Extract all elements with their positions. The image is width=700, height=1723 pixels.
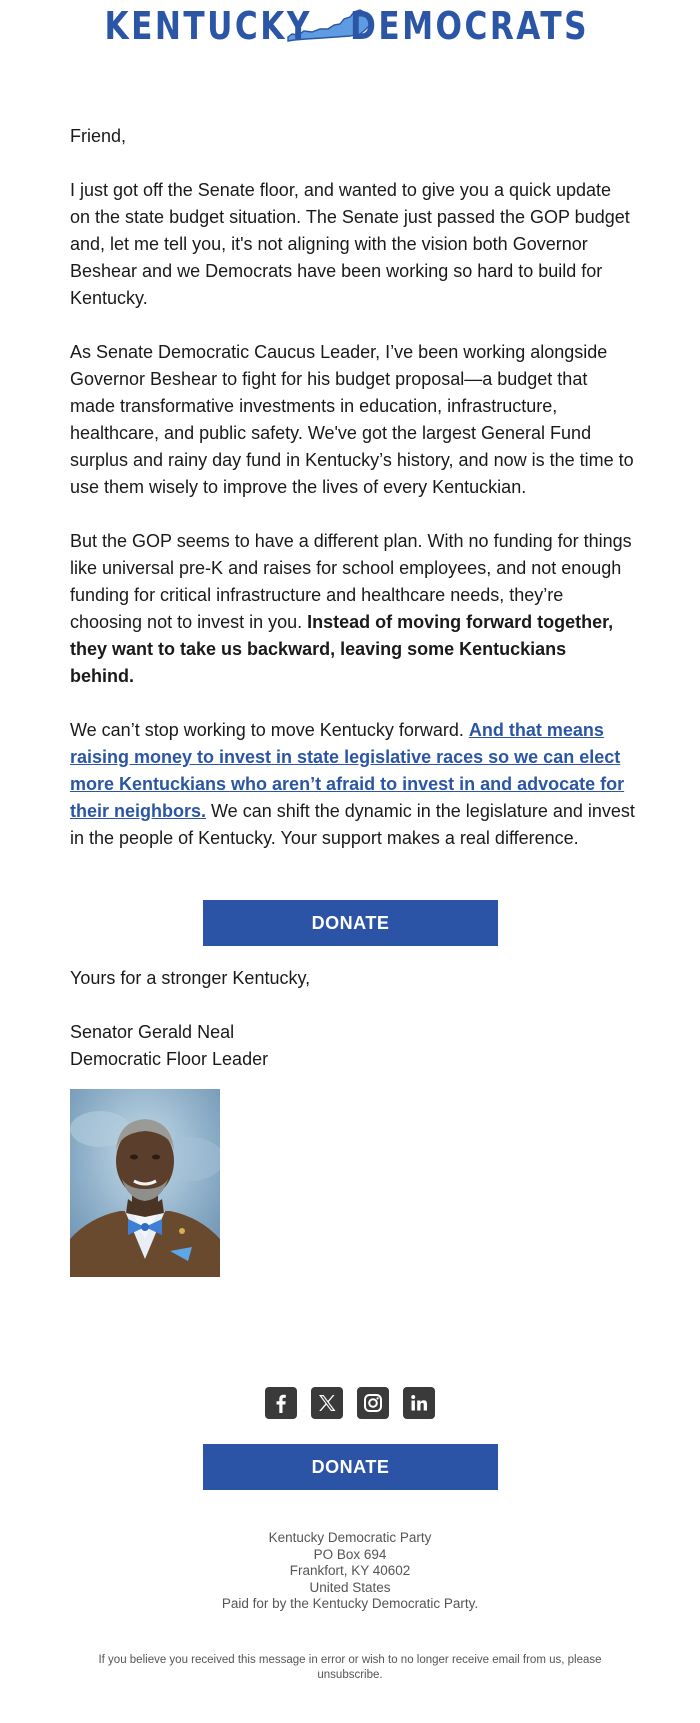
- logo-text-kentucky: KENTUCKY: [104, 4, 312, 48]
- senator-portrait: [70, 1089, 220, 1277]
- donate-button-footer[interactable]: DONATE: [203, 1444, 498, 1490]
- unsubscribe-link[interactable]: unsubscribe.: [317, 1668, 383, 1681]
- unsubscribe-notice: [80, 1653, 620, 1682]
- paragraph-1: I just got off the Senate floor, and wanted to give you a quick update on the state budget situation. The Senate just passed the GOP budget and, let me tell you, it's not aligning with the vision both Governor Beshear and we Democrats have been working so hard to build for Kentucky.: [70, 180, 630, 308]
- donate-inline-link[interactable]: And that means raising money to invest in state legislative races so we can elect more Kentuckians who aren’t afraid to invest in and advocate for their neighbors.: [70, 720, 625, 821]
- unsubscribe-text: If you believe you received this message in error or wish to no longer receive email from us, please: [98, 1654, 602, 1666]
- footer-org: Kentucky Democratic Party: [268, 1530, 432, 1545]
- paragraph-4-end: We can shift the dynamic in the legislature and invest in the people of Kentucky. Your support makes a real difference.: [70, 801, 635, 848]
- footer-address: [0, 1530, 700, 1613]
- signer-name: Senator Gerald Neal: [70, 1022, 235, 1042]
- portrait-image: [70, 1089, 220, 1277]
- signoff: Yours for a stronger Kentucky,: [70, 968, 311, 988]
- closing-block: [70, 965, 310, 1073]
- header-logo: [0, 0, 700, 52]
- email-body: [70, 123, 635, 879]
- linkedin-icon: [408, 1392, 430, 1414]
- logo-text-democrats: DEMOCRATS: [349, 4, 589, 48]
- x-icon: [316, 1392, 338, 1414]
- linkedin-button[interactable]: [403, 1387, 435, 1419]
- facebook-icon: [271, 1393, 291, 1413]
- instagram-icon: [362, 1392, 384, 1414]
- paragraph-4: [70, 717, 635, 852]
- footer-city: Frankfort, KY 40602: [289, 1563, 411, 1578]
- greeting: Friend,: [70, 126, 127, 146]
- x-button[interactable]: [311, 1387, 343, 1419]
- signer-title: Democratic Floor Leader: [70, 1049, 269, 1069]
- facebook-button[interactable]: [265, 1387, 297, 1419]
- footer-po-box: PO Box 694: [313, 1546, 387, 1562]
- donate-button[interactable]: DONATE: [203, 900, 498, 946]
- paragraph-3-bold: Instead of moving forward together, they want to take us backward, leaving some Kentuckians behind.: [70, 612, 614, 686]
- social-links: [0, 1387, 700, 1419]
- footer-paid-for: Paid for by the Kentucky Democratic Party.: [221, 1596, 479, 1611]
- paragraph-2: As Senate Democratic Caucus Leader, I’ve been working alongside Governor Beshear to fight for his budget proposal—a budget that made transformative investments in education, infrastructure, healthcare, and public safety. We've got the largest General Fund surplus and rainy day fund in Kentucky’s history, and now is the time to use them wisely to improve the lives of every Kentuckian.: [70, 342, 634, 497]
- paragraph-3-text: But the GOP seems to have a different plan. With no funding for things like universal pre-K and raises for school employees, and not enough funding for critical infrastructure and healthcare needs, they’re choosing not to invest in you.: [70, 531, 632, 632]
- instagram-button[interactable]: [357, 1387, 389, 1419]
- paragraph-3: [70, 528, 635, 690]
- paragraph-4-text: We can’t stop working to move Kentucky forward.: [70, 720, 469, 740]
- footer-country: United States: [309, 1579, 391, 1595]
